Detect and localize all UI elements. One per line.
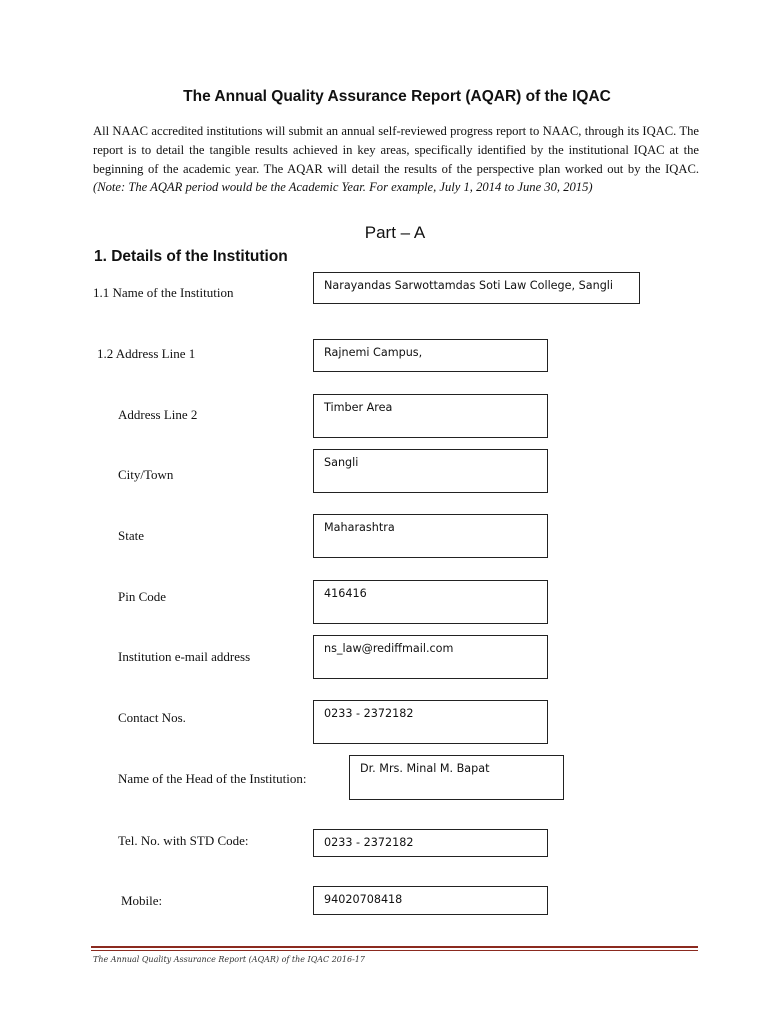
city-label: City/Town — [118, 467, 174, 482]
address-line2-field[interactable]: Timber Area — [313, 394, 548, 438]
institution-name-field[interactable]: Narayandas Sarwottamdas Soti Law College, Sangli — [313, 272, 640, 304]
intro-paragraph — [93, 122, 699, 197]
address-line1-label: 1.2 Address Line 1 — [97, 346, 196, 361]
contact-label: Contact Nos. — [118, 710, 186, 725]
pin-code-field[interactable]: 416416 — [313, 580, 548, 624]
city-field[interactable]: Sangli — [313, 449, 548, 493]
part-heading: Part – A — [364, 223, 426, 242]
email-field[interactable]: ns_law@rediffmail.com — [313, 635, 548, 679]
tel-std-field[interactable]: 0233 - 2372182 — [313, 829, 548, 857]
page-footer: The Annual Quality Assurance Report (AQAR) of the IQAC 2016-17 — [93, 955, 365, 964]
pin-code-label: Pin Code — [118, 589, 167, 604]
head-field[interactable]: Dr. Mrs. Minal M. Bapat — [349, 755, 564, 800]
footer-divider — [91, 946, 698, 948]
intro-text: All NAAC accredited institutions will submit an annual self-reviewed progress report to NAAC, through its IQAC. The report is to detail the tangible results achieved in key areas, specifically identified by the institutional IQAC at the beginning of the academic year. The AQAR will detail the results of the perspective plan worked out by the IQAC. — [93, 124, 699, 176]
institution-name-label: 1.1 Name of the Institution — [93, 285, 234, 300]
address-line2-label: Address Line 2 — [118, 407, 198, 422]
mobile-label: Mobile: — [121, 893, 163, 908]
tel-std-label: Tel. No. with STD Code: — [118, 833, 249, 848]
footer-divider-thin — [91, 950, 698, 951]
head-label: Name of the Head of the Institution: — [118, 771, 307, 786]
address-line1-field[interactable]: Rajnemi Campus, — [313, 339, 548, 372]
report-title: The Annual Quality Assurance Report (AQAR) of the IQAC — [183, 88, 611, 105]
section-heading: 1. Details of the Institution — [94, 248, 288, 265]
intro-note: (Note: The AQAR period would be the Academic Year. For example, July 1, 2014 to June 30, 2015) — [93, 180, 593, 195]
email-label: Institution e-mail address — [118, 649, 251, 664]
state-field[interactable]: Maharashtra — [313, 514, 548, 558]
mobile-field[interactable]: 94020708418 — [313, 886, 548, 915]
contact-field[interactable]: 0233 - 2372182 — [313, 700, 548, 744]
state-label: State — [118, 528, 144, 543]
